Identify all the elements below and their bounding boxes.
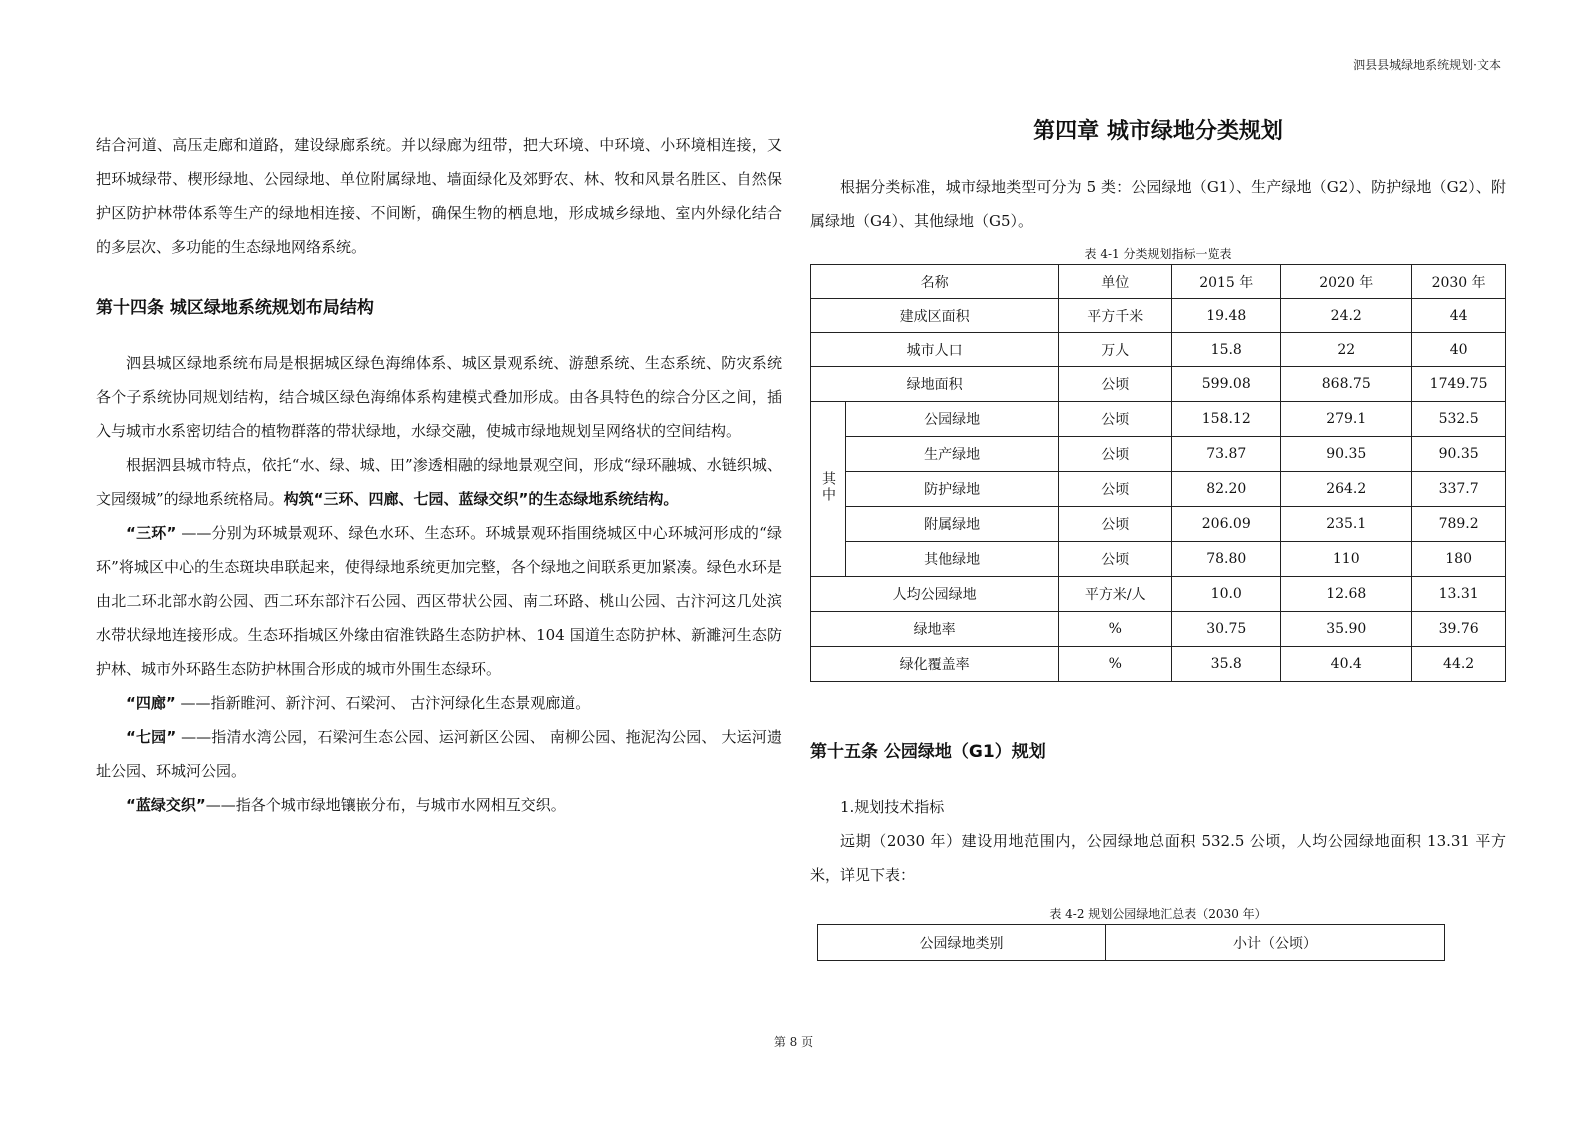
table-4-1-caption: 表 4-1 分类规划指标一览表 <box>1084 247 1232 261</box>
value-2030: 40 <box>1412 333 1506 367</box>
park-green-paragraph: 远期（2030 年）建设用地范围内，公园绿地总面积 532.5 公顷，人均公园绿地面积 13.31 平方米，详见下表： <box>810 832 1506 884</box>
table-row <box>811 299 1506 333</box>
row-unit: 平方米/人 <box>1059 577 1172 612</box>
header-cell: 2020 年 <box>1281 265 1412 299</box>
value-2015: 599.08 <box>1172 367 1281 402</box>
value-2020: 24.2 <box>1281 299 1412 333</box>
row-name: 附属绿地 <box>846 507 1059 542</box>
value-2020: 264.2 <box>1281 472 1412 507</box>
header-cell: 小计（公顷） <box>1106 925 1445 961</box>
row-unit: % <box>1059 647 1172 682</box>
value-2030: 337.7 <box>1412 472 1506 507</box>
row-unit: 公顷 <box>1059 402 1172 437</box>
subsection-title: 1.规划技术指标 <box>840 798 945 816</box>
value-2030: 532.5 <box>1412 402 1506 437</box>
chapter-title: 第四章 城市绿地分类规划 <box>1033 119 1283 144</box>
lanlv-paragraph <box>96 788 782 822</box>
value-2015: 15.8 <box>1172 333 1281 367</box>
article-15-heading: 第十五条 公园绿地（G1）规划 <box>810 742 1046 762</box>
value-2015: 19.48 <box>1172 299 1281 333</box>
row-unit: 万人 <box>1059 333 1172 367</box>
qiyuan-paragraph <box>96 720 782 788</box>
value-2020: 110 <box>1281 542 1412 577</box>
value-2020: 35.90 <box>1281 612 1412 647</box>
row-unit: 公顷 <box>1059 472 1172 507</box>
row-name: 绿地面积 <box>811 367 1059 402</box>
article-14-heading: 第十四条 城区绿地系统规划布局结构 <box>96 298 374 318</box>
qiyuan-text: ——指清水湾公园，石梁河生态公园、运河新区公园、 南柳公园、拖泥沟公园、 大运河遗址公园、环城河公园。 <box>96 728 783 780</box>
row-name: 防护绿地 <box>846 472 1059 507</box>
group-label: 其中 <box>820 471 836 503</box>
value-2020: 279.1 <box>1281 402 1412 437</box>
value-2030: 44.2 <box>1412 647 1506 682</box>
lanlv-text: ——指各个城市绿地镶嵌分布，与城市水网相互交织。 <box>205 796 566 814</box>
value-2020: 12.68 <box>1281 577 1412 612</box>
table-4-2 <box>817 924 1445 961</box>
value-2015: 35.8 <box>1172 647 1281 682</box>
table-row <box>811 647 1506 682</box>
intro-paragraph: 结合河道、高压走廊和道路，建设绿廊系统。并以绿廊为纽带，把大环境、中环境、小环境相连接，又把环城绿带、楔形绿地、公园绿地、单位附属绿地、墙面绿化及郊野农、林、牧和风景名胜区、自然保护区防护林带体系等生产的绿地相连接、不间断，确保生物的栖息地，形成城乡绿地、室内外绿化结合的多层次、多功能的生态绿地网络系统。 <box>96 136 782 256</box>
row-name: 人均公园绿地 <box>811 577 1059 612</box>
silang-term: “四廊” <box>126 694 176 712</box>
lanlv-term: “蓝绿交织” <box>126 796 206 814</box>
row-name: 公园绿地 <box>846 402 1059 437</box>
table-header-row <box>818 925 1445 961</box>
value-2020: 868.75 <box>1281 367 1412 402</box>
silang-paragraph <box>96 686 782 720</box>
sanhuan-term: “三环” <box>126 524 177 542</box>
running-header: 泗县县城绿地系统规划·文本 <box>1353 58 1501 72</box>
table-row <box>811 367 1506 402</box>
sanhuan-text: ——分别为环城景观环、绿色水环、生态环。环城景观环指围绕城区中心环城河形成的“绿环”将城区中心的生态斑块串联起来，使得绿地系统更加完整，各个绿地之间联系更加紧凑。绿色水环是由北二环北部水韵公园、西二环东部汴石公园、西区带状公园、南二环路、桃山公园、古汴河这几处滨水带状绿地连接形成。生态环指城区外缘由宿淮铁路生态防护林、104 国道生态防护林、新濉河生态防护林、城市外环路生态防护林围合形成的城市外围生态绿环。 <box>96 524 782 678</box>
row-name: 城市人口 <box>811 333 1059 367</box>
table-row <box>811 402 1506 437</box>
value-2030: 90.35 <box>1412 437 1506 472</box>
right-column <box>810 112 1506 961</box>
left-column <box>96 128 782 822</box>
row-unit: 平方千米 <box>1059 299 1172 333</box>
row-unit: 公顷 <box>1059 542 1172 577</box>
table-row <box>811 612 1506 647</box>
value-2030: 1749.75 <box>1412 367 1506 402</box>
value-2020: 40.4 <box>1281 647 1412 682</box>
row-name: 绿化覆盖率 <box>811 647 1059 682</box>
group-label-cell <box>811 402 846 577</box>
row-unit: 公顷 <box>1059 367 1172 402</box>
qiyuan-term: “七园” <box>126 728 177 746</box>
value-2015: 30.75 <box>1172 612 1281 647</box>
value-2030: 180 <box>1412 542 1506 577</box>
layout-paragraph: 泗县城区绿地系统布局是根据城区绿色海绵体系、城区景观系统、游憩系统、生态系统、防灾系统各个子系统协同规划结构，结合城区绿色海绵体系构建模式叠加形成。由各具特色的综合分区之间，插入与城市水系密切结合的植物群落的带状绿地，水绿交融，使城市绿地规划呈网络状的空间结构。 <box>96 354 782 440</box>
sanhuan-paragraph <box>96 516 782 686</box>
structure-paragraph <box>96 448 782 516</box>
row-name: 生产绿地 <box>846 437 1059 472</box>
row-unit: 公顷 <box>1059 507 1172 542</box>
value-2015: 206.09 <box>1172 507 1281 542</box>
row-name: 建成区面积 <box>811 299 1059 333</box>
table-row <box>811 472 1506 507</box>
structure-emphasis: 构筑“三环、四廊、七园、蓝绿交织”的生态绿地系统结构。 <box>283 490 679 508</box>
value-2015: 78.80 <box>1172 542 1281 577</box>
value-2030: 789.2 <box>1412 507 1506 542</box>
header-cell: 2015 年 <box>1172 265 1281 299</box>
value-2020: 22 <box>1281 333 1412 367</box>
value-2020: 90.35 <box>1281 437 1412 472</box>
row-name: 绿地率 <box>811 612 1059 647</box>
value-2015: 73.87 <box>1172 437 1281 472</box>
row-name: 其他绿地 <box>846 542 1059 577</box>
header-cell: 公园绿地类别 <box>818 925 1106 961</box>
table-4-2-caption: 表 4-2 规划公园绿地汇总表（2030 年） <box>1049 907 1267 921</box>
table-row <box>811 333 1506 367</box>
header-cell: 2030 年 <box>1412 265 1506 299</box>
value-2015: 158.12 <box>1172 402 1281 437</box>
silang-text: ——指新睢河、新汴河、石梁河、 古汴河绿化生态景观廊道。 <box>175 694 591 712</box>
structure-text: 根据泗县城市特点，依托“水、绿、城、田”渗透相融的绿地景观空间，形成“绿环融城、水链织城、文园缀城”的绿地系统格局。 <box>96 456 782 508</box>
header-cell: 单位 <box>1059 265 1172 299</box>
table-row <box>811 437 1506 472</box>
value-2030: 44 <box>1412 299 1506 333</box>
table-row <box>811 577 1506 612</box>
row-unit: 公顷 <box>1059 437 1172 472</box>
value-2020: 235.1 <box>1281 507 1412 542</box>
value-2030: 13.31 <box>1412 577 1506 612</box>
table-header-row <box>811 265 1506 299</box>
table-row <box>811 542 1506 577</box>
value-2015: 10.0 <box>1172 577 1281 612</box>
page-number: 第 8 页 <box>773 1035 814 1049</box>
value-2015: 82.20 <box>1172 472 1281 507</box>
table-4-1 <box>810 264 1506 682</box>
row-unit: % <box>1059 612 1172 647</box>
table-row <box>811 507 1506 542</box>
classification-paragraph: 根据分类标准，城市绿地类型可分为 5 类：公园绿地（G1）、生产绿地（G2）、防护绿地（G2）、附属绿地（G4）、其他绿地（G5）。 <box>810 178 1506 230</box>
value-2030: 39.76 <box>1412 612 1506 647</box>
header-cell: 名称 <box>811 265 1059 299</box>
